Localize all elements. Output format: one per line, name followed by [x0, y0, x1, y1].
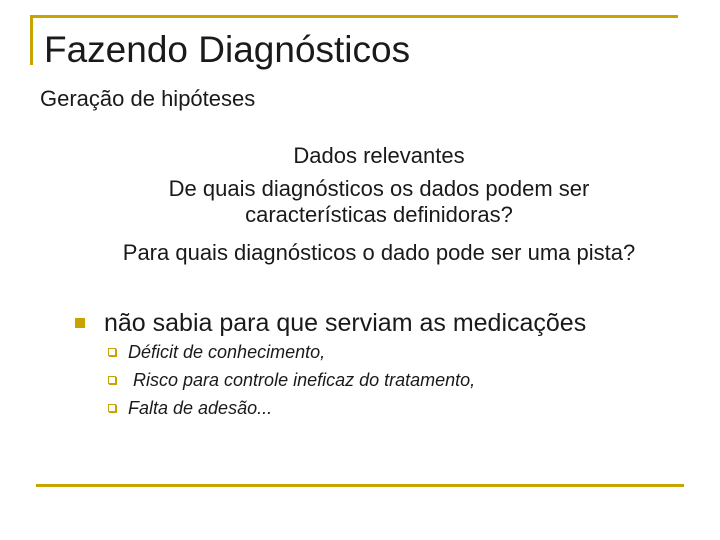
- sub-bullet-item: [108, 370, 475, 391]
- hollow-square-bullet-icon: [108, 376, 116, 384]
- slide-subtitle: Geração de hipóteses: [40, 86, 256, 111]
- centered-line-2: De quais diagnósticos os dados podem ser: [168, 176, 590, 201]
- filled-square-bullet-icon: [75, 318, 85, 328]
- frame-top-border: [30, 15, 678, 18]
- frame-bottom-border: [36, 484, 684, 487]
- centered-line-3: características definidoras?: [245, 202, 513, 227]
- sub-bullet-text: Falta de adesão...: [128, 398, 273, 418]
- sub-bullet-text: Déficit de conhecimento,: [128, 342, 326, 362]
- sub-bullet-item: [108, 342, 325, 363]
- centered-line-1: Dados relevantes: [293, 143, 465, 168]
- slide-title: Fazendo Diagnósticos: [44, 29, 411, 70]
- hollow-square-bullet-icon: [108, 404, 116, 412]
- sub-bullet-item: [108, 398, 272, 419]
- sub-bullet-text: Risco para controle ineficaz do tratamento,: [128, 370, 476, 390]
- main-bullet-text: não sabia para que serviam as medicações: [104, 309, 587, 337]
- frame-left-border: [30, 15, 33, 65]
- hollow-square-bullet-icon: [108, 348, 116, 356]
- centered-line-4: Para quais diagnósticos o dado pode ser uma pista?: [122, 240, 636, 265]
